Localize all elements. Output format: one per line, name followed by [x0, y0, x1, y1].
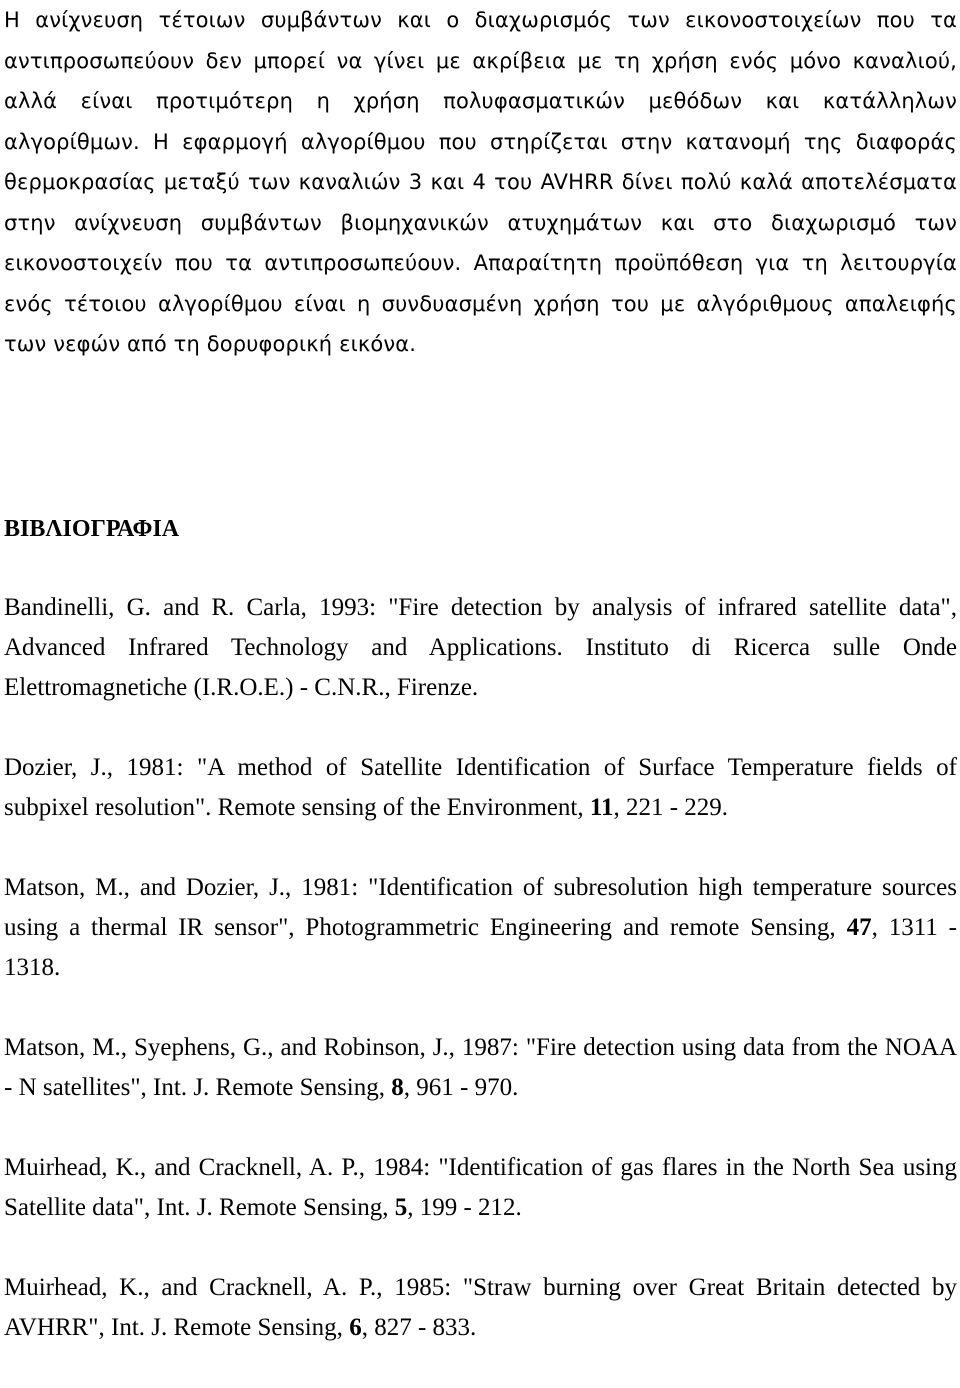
reference-item: [4, 1268, 957, 1348]
reference-volume: 5: [394, 1194, 408, 1221]
reference-text: Dozier, J., 1981: "A method of Satellite Identification of Surface Temperature fields of subpixel resolution". Remote sensing of the Environment,: [4, 754, 957, 821]
reference-item: [4, 868, 957, 988]
reference-pages: , 199 - 212.: [407, 1194, 522, 1221]
reference-text: Bandinelli, G. and R. Carla, 1993: "Fire detection by analysis of infrared satellite data", Advanced Infrared Technology and Applications. Instituto di Ricerca sulle Onde Elettromagnetiche (I.R.O.E.) - C.N.R., Firenze.: [4, 594, 957, 701]
reference-item: [4, 1148, 957, 1228]
reference-volume: 8: [391, 1074, 404, 1101]
reference-pages: , 221 - 229.: [613, 794, 729, 821]
reference-pages: , 961 - 970.: [403, 1074, 519, 1101]
document-page: [4, 0, 957, 1341]
reference-text: Matson, M., Syephens, G., and Robinson, J., 1987: "Fire detection using data from the NOAA - N satellites", Int. J. Remote Sensing,: [4, 1034, 957, 1101]
reference-item: [4, 1028, 957, 1108]
reference-volume: 47: [846, 914, 872, 941]
reference-item: [4, 588, 957, 708]
reference-list: [4, 588, 957, 1388]
reference-pages: , 1311 - 1318.: [4, 914, 957, 981]
reference-volume: 6: [349, 1314, 362, 1341]
reference-text: Matson, M., and Dozier, J., 1981: "Identification of subresolution high temperature sources using a thermal IR sensor", Photogrammetric Engineering and remote Sensing,: [4, 874, 957, 941]
reference-text: Muirhead, K., and Cracknell, A. P., 1984: "Identification of gas flares in the North Sea using Satellite data", Int. J. Remote Sensing,: [4, 1154, 957, 1221]
bibliography-heading: ΒΙΒΛΙΟΓΡΑΦΙΑ: [4, 516, 180, 542]
body-paragraph: Η ανίχνευση τέτοιων συμβάντων και ο διαχωρισμός των εικονοστοιχείων που τα αντιπροσωπεύουν δεν μπορεί να γίνει με ακρίβεια με τη χρήση ενός μόνο καναλιού, αλλά είναι προτιμότερη η χρήση πολυφασματικών μεθόδων και κατάλληλων αλγορίθμων. Η εφαρμογή αλγορίθμου που στηρίζεται στην κατανομή της διαφοράς θερμοκρασίας μεταξύ των καναλιών 3 και 4 του AVHRR δίνει πολύ καλά αποτελέσματα στην ανίχνευση συμβάντων βιομηχανικών ατυχημάτων και στο διαχωρισμό των εικονοστοιχείν που τα αντιπροσωπεύουν. Απαραίτητη προϋπόθεση για τη λειτουργία ενός τέτοιου αλγορίθμου είναι η συνδυασμένη χρήση του με αλγόριθμους απαλειφής των νεφών από τη δορυφορική εικόνα.: [4, 8, 957, 356]
reference-pages: , 827 - 833.: [361, 1314, 477, 1341]
reference-item: [4, 748, 957, 828]
reference-volume: 11: [589, 794, 614, 821]
reference-text: Muirhead, K., and Cracknell, A. P., 1985: "Straw burning over Great Britain detected by AVHRR", Int. J. Remote Sensing,: [4, 1274, 957, 1341]
